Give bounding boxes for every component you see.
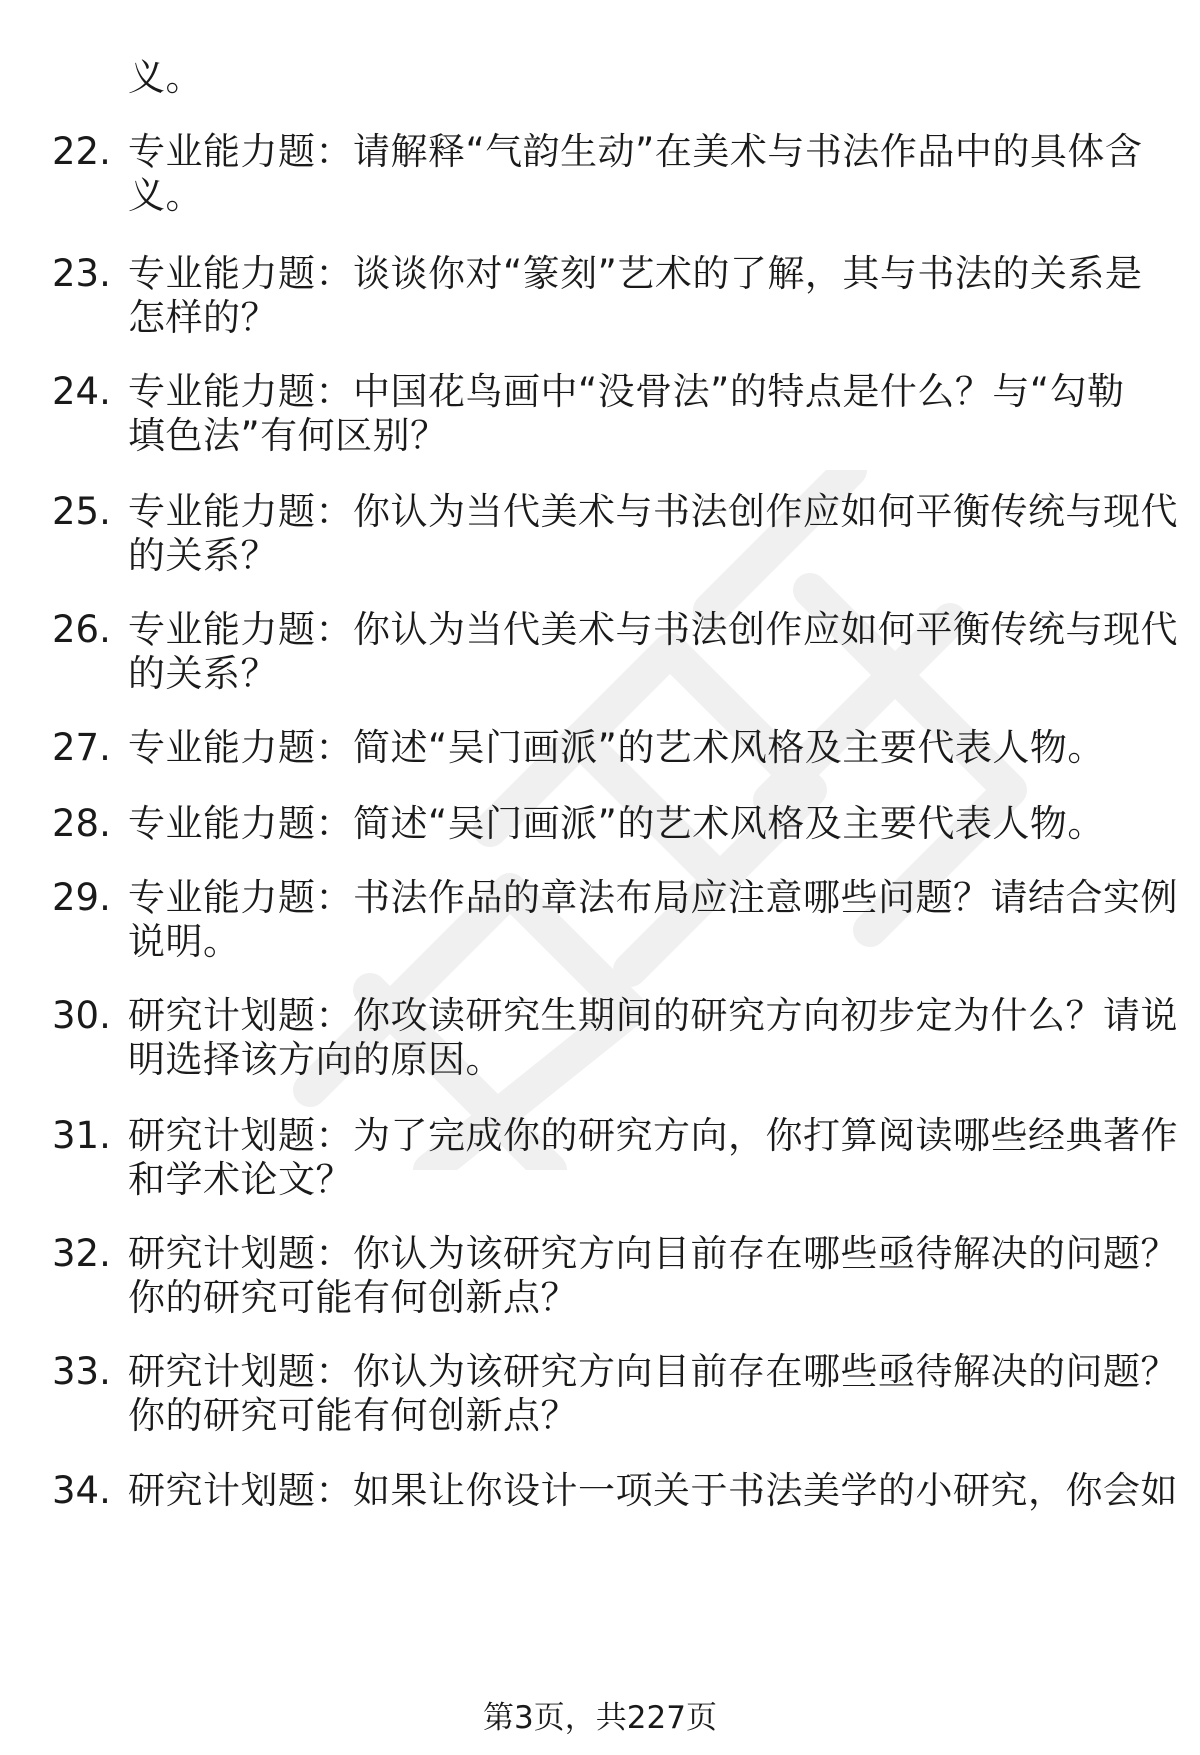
item-text-line: 填色法”有何区别？	[128, 414, 448, 457]
item-text-line: 的关系？	[128, 652, 278, 695]
item-text-line: 专业能力题：简述“吴门画派”的艺术风格及主要代表人物。	[128, 726, 1105, 769]
item-text-line: 专业能力题：谈谈你对“篆刻”艺术的了解，其与书法的关系是	[128, 252, 1143, 295]
item-number: 27.	[52, 726, 111, 769]
item-text-line: 专业能力题：你认为当代美术与书法创作应如何平衡传统与现代	[128, 490, 1178, 533]
item-text-line: 专业能力题：书法作品的章法布局应注意哪些问题？请结合实例	[128, 876, 1178, 919]
item-text-line: 研究计划题：为了完成你的研究方向，你打算阅读哪些经典著作	[128, 1114, 1178, 1157]
item-number: 31.	[52, 1114, 111, 1157]
item-text-line: 义。	[128, 174, 203, 217]
page-footer: 第3页，共227页	[483, 1700, 717, 1736]
item-text-line: 说明。	[128, 920, 241, 963]
item-number: 28.	[52, 802, 111, 845]
item-text-line: 专业能力题：中国花鸟画中“没骨法”的特点是什么？与“勾勒	[128, 370, 1125, 413]
item-text-line: 专业能力题：你认为当代美术与书法创作应如何平衡传统与现代	[128, 608, 1178, 651]
item-number: 26.	[52, 608, 111, 651]
item-text-line: 明选择该方向的原因。	[128, 1038, 503, 1081]
item-text-line: 专业能力题：请解释“气韵生动”在美术与书法作品中的具体含	[128, 130, 1143, 173]
item-text-line: 怎样的？	[128, 296, 278, 339]
item-text-line: 专业能力题：简述“吴门画派”的艺术风格及主要代表人物。	[128, 802, 1105, 845]
item-text-line: 和学术论文？	[128, 1158, 353, 1201]
item-text-line: 义。	[128, 56, 203, 99]
item-text-line: 你的研究可能有何创新点？	[128, 1394, 578, 1437]
item-text-line: 的关系？	[128, 534, 278, 577]
item-text-line: 研究计划题：你攻读研究生期间的研究方向初步定为什么？请说	[128, 994, 1178, 1037]
item-text-line: 你的研究可能有何创新点？	[128, 1276, 578, 1319]
item-text-line: 研究计划题：你认为该研究方向目前存在哪些亟待解决的问题？	[128, 1350, 1178, 1393]
item-text-line: 研究计划题：如果让你设计一项关于书法美学的小研究，你会如	[128, 1469, 1178, 1512]
item-number: 30.	[52, 994, 111, 1037]
item-number: 23.	[52, 252, 111, 295]
item-number: 25.	[52, 490, 111, 533]
item-number: 29.	[52, 876, 111, 919]
item-number: 24.	[52, 370, 111, 413]
item-text-line: 研究计划题：你认为该研究方向目前存在哪些亟待解决的问题？	[128, 1232, 1178, 1275]
item-number: 22.	[52, 130, 111, 173]
item-number: 33.	[52, 1350, 111, 1393]
item-number: 34.	[52, 1469, 111, 1512]
item-number: 32.	[52, 1232, 111, 1275]
